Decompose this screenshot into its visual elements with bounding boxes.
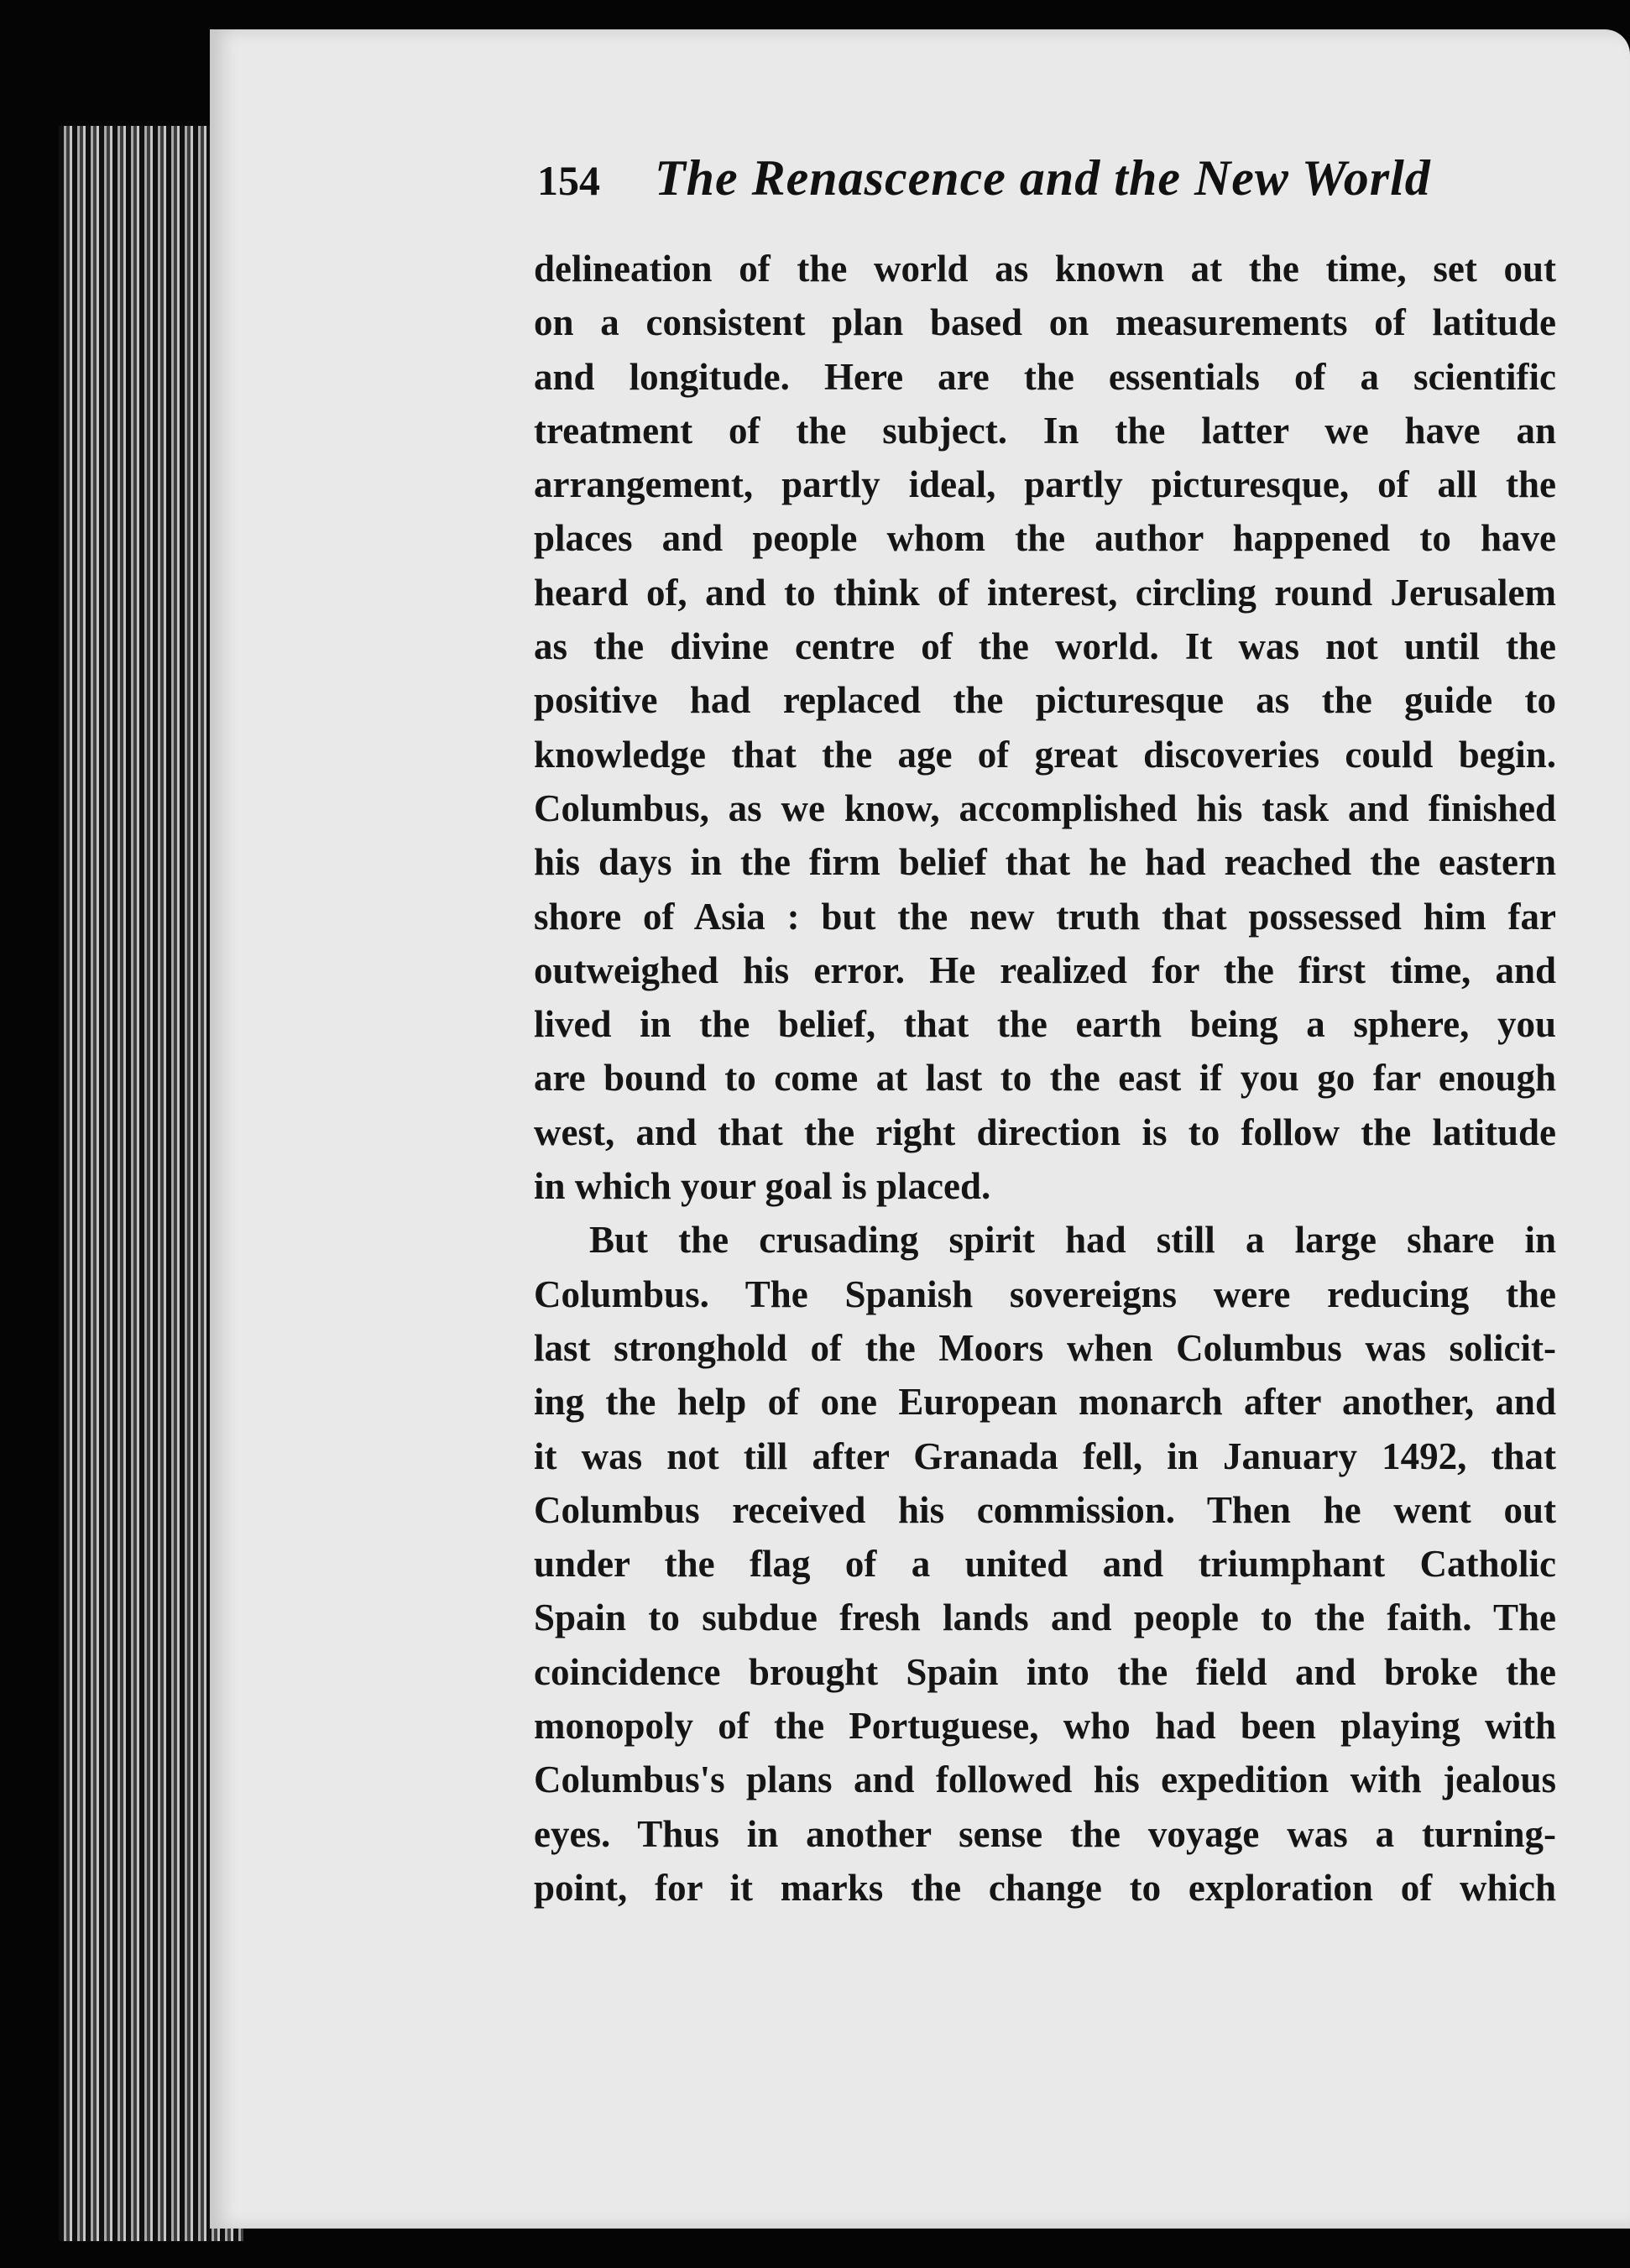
text-line: knowledge that the age of great discoveries could begin. [534,733,1556,776]
text-line: in which your goal is placed. [534,1165,991,1208]
text-line: Columbus, as we know, accomplished his task and finished [534,786,1556,829]
text-line: on a consistent plan based on measurements of latitude [534,301,1556,344]
running-header [537,149,1511,207]
text-line: heard of, and to think of interest, circling round Jerusalem [534,571,1556,614]
text-line: last stronghold of the Moors when Columbus was solicit- [534,1326,1556,1369]
body-text [534,242,1556,1915]
text-line: as the divine centre of the world. It was not until the [534,625,1556,668]
text-line: under the flag of a united and triumphant Catholic [534,1543,1556,1586]
text-line: But the crusading spirit had still a large share in [589,1219,1556,1262]
text-line: west, and that the right direction is to follow the latitude [534,1110,1556,1153]
running-title: The Renascence and the New World [655,150,1431,206]
text-line: Columbus. The Spanish sovereigns were reducing the [534,1272,1556,1315]
text-line: point, for it marks the change to exploration of which [534,1866,1556,1909]
text-line: coincidence brought Spain into the field and broke the [534,1650,1556,1693]
text-line: lived in the belief, that the earth being a sphere, you [534,1003,1556,1046]
text-line: shore of Asia : but the new truth that possessed him far [534,895,1556,938]
text-line: treatment of the subject. In the latter we have an [534,409,1556,452]
text-line: places and people whom the author happened to have [534,517,1556,560]
page-number: 154 [537,157,600,204]
text-line: ing the help of one European monarch after another, and [534,1381,1556,1424]
text-line: it was not till after Granada fell, in January 1492, that [534,1434,1556,1477]
text-line: Columbus received his commission. Then he went out [534,1488,1556,1531]
text-line: eyes. Thus in another sense the voyage was a turning- [534,1812,1556,1855]
text-line: his days in the firm belief that he had reached the eastern [534,841,1556,884]
text-line: Columbus's plans and followed his expedition with jealous [534,1758,1556,1801]
text-line: are bound to come at last to the east if you go far enough [534,1057,1556,1100]
text-line: monopoly of the Portuguese, who had been playing with [534,1705,1556,1748]
text-line: positive had replaced the picturesque as the guide to [534,679,1556,722]
text-line: delineation of the world as known at the time, set out [534,248,1556,290]
text-line: Spain to subdue fresh lands and people to the faith. The [534,1596,1556,1639]
text-line: and longitude. Here are the essentials of a scientific [534,355,1556,398]
text-line: outweighed his error. He realized for the first time, and [534,948,1556,991]
text-line: arrangement, partly ideal, partly picturesque, of all the [534,463,1556,506]
